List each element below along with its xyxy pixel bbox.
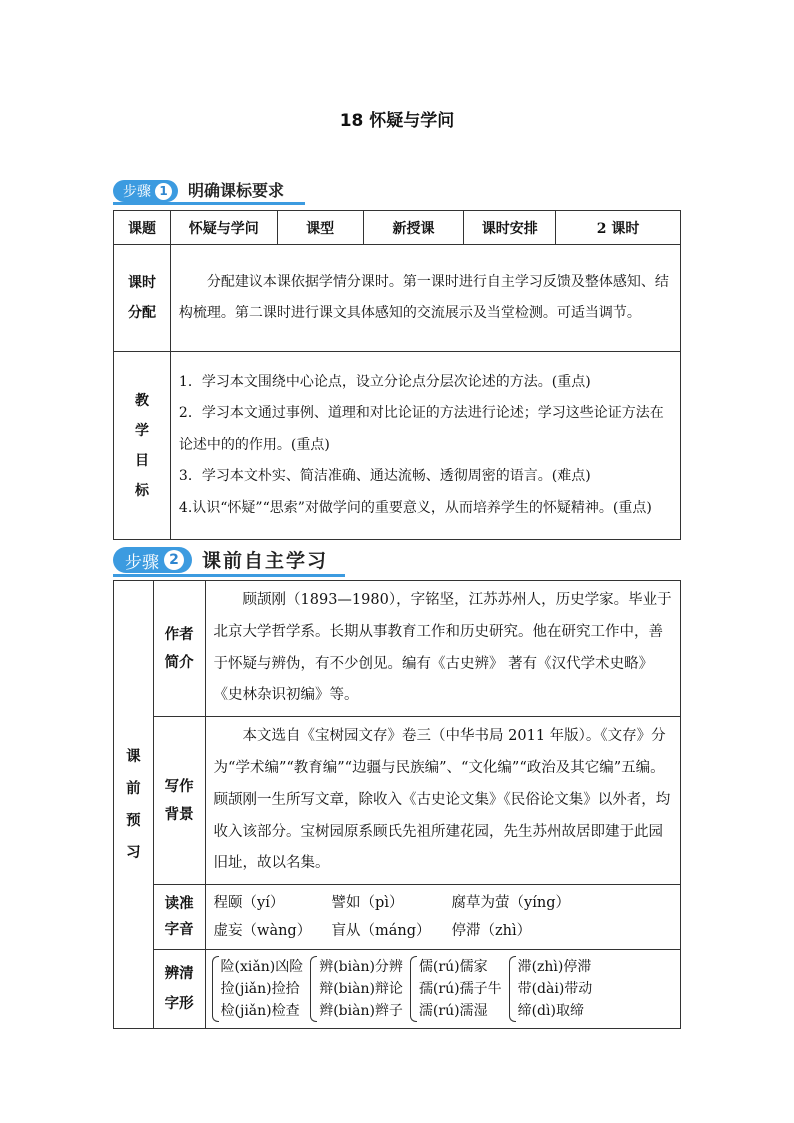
pron-item: 譬如（pì） — [331, 895, 404, 912]
background-text: 本文选自《宝树园文存》卷三（中华书局 2011 年版）。《文存》分为“学术编”“教育编”“边疆与民族编”、“文化编”“政治及其它编”五编。顾颉刚一生所写文章，除收入《古史论文集》《民俗论文集》以外者，均收入该部分。宝树园原系顾氏先祖所建花园，先生苏州故居即建于此园旧址，故以名集。 — [205, 717, 680, 885]
side-label: 课 前 预 习 — [114, 581, 154, 1029]
char-item: 缔(dì)取缔 — [517, 1003, 584, 1020]
step1-badge — [113, 180, 178, 202]
header-cell: 课型 — [277, 211, 363, 245]
step1-underline — [113, 202, 305, 205]
table-row — [114, 352, 681, 540]
step2-title: 课前自主学习 — [202, 550, 329, 572]
step2-number: 2 — [164, 550, 184, 570]
row-label: 课时 分配 — [114, 245, 171, 352]
brace-icon — [310, 956, 317, 1022]
char-group — [509, 956, 593, 1022]
pronunciation-cell — [205, 885, 680, 950]
table-row — [114, 885, 681, 950]
char-item: 濡(rú)濡湿 — [418, 1003, 488, 1020]
header-cell: 新授课 — [363, 211, 464, 245]
pron-item: 停滞（zhì） — [451, 923, 532, 940]
list-item: 4.认识“怀疑”“思索”对做学问的重要意义，从而培养学生的怀疑精神。(重点) — [178, 499, 652, 516]
row-label: 教 学 目 标 — [114, 352, 171, 540]
char-cell — [205, 950, 680, 1029]
char-item: 孺(rú)孺子牛 — [418, 981, 502, 998]
course-requirements-table — [113, 210, 681, 540]
author-intro-text: 顾颉刚（1893—1980），字铭坚，江苏苏州人，历史学家。毕业于北京大学哲学系。长期从事教育工作和历史研究。他在研究工作中，善于怀疑与辨伪，有不少创见。编有《古史辨》 著有《汉代学术史略》《史林杂识初编》等。 — [205, 581, 680, 717]
char-group — [410, 956, 502, 1022]
step1-prefix: 步骤 — [123, 184, 151, 200]
author-label: 作者 简介 — [153, 581, 205, 717]
char-item: 捡(jiǎn)捡拾 — [220, 981, 300, 998]
char-item: 辫(biàn)辫子 — [319, 1003, 403, 1020]
table-row — [114, 245, 681, 352]
step1-number: 1 — [155, 183, 172, 200]
header-cell: 课题 — [114, 211, 171, 245]
teaching-objectives — [170, 352, 680, 540]
char-item: 儒(rú)儒家 — [418, 959, 488, 976]
step2-badge — [113, 547, 192, 573]
brace-icon — [212, 956, 219, 1022]
char-item: 滞(zhì)停滞 — [517, 959, 592, 976]
lesson-allocation-text: 分配建议本课依据学情分课时。第一课时进行自主学习反馈及整体感知、结构梳理。第二课时进行课文具体感知的交流展示及当堂检测。可适当调节。 — [170, 245, 680, 352]
table-row — [114, 211, 681, 245]
char-item: 辩(biàn)辩论 — [319, 981, 403, 998]
step2-underline — [113, 574, 345, 577]
pron-item: 虚妄（wàng） — [213, 923, 312, 940]
char-label: 辨清 字形 — [153, 950, 205, 1029]
page-title: 18 怀疑与学问 — [339, 111, 455, 131]
preview-table — [113, 580, 681, 1029]
char-group — [212, 956, 304, 1022]
pron-item: 盲从（máng） — [331, 923, 431, 940]
header-cell: 课时安排 — [464, 211, 556, 245]
char-item: 检(jiǎn)检查 — [220, 1003, 300, 1020]
pron-item: 程颐（yí） — [213, 895, 285, 912]
step1-header — [113, 178, 284, 202]
list-item: 1．学习本文围绕中心论点，设立分论点分层次论述的方法。(重点) — [178, 373, 591, 390]
char-item: 辨(biàn)分辨 — [319, 959, 403, 976]
header-cell: 2 课时 — [556, 211, 681, 245]
list-item: 2．学习本文通过事例、道理和对比论证的方法进行论述；学习这些论证方法在论述中的的作用。(重点) — [178, 405, 664, 453]
header-cell: 怀疑与学问 — [170, 211, 277, 245]
background-label: 写作 背景 — [153, 717, 205, 885]
char-item: 险(xiǎn)凶险 — [220, 959, 304, 976]
step2-prefix: 步骤 — [125, 552, 159, 573]
brace-icon — [509, 956, 516, 1022]
brace-icon — [410, 956, 417, 1022]
step2-header — [113, 546, 328, 573]
list-item: 3．学习本文朴实、简洁准确、通达流畅、透彻周密的语言。(难点) — [178, 468, 591, 485]
pron-item: 腐草为萤（yíng） — [451, 895, 570, 912]
table-row — [114, 581, 681, 717]
step1-title: 明确课标要求 — [188, 181, 285, 200]
table-row — [114, 950, 681, 1029]
char-item: 带(dài)带动 — [517, 981, 593, 998]
table-row — [114, 717, 681, 885]
pronunciation-label: 读准 字音 — [153, 885, 205, 950]
char-group — [310, 956, 403, 1022]
